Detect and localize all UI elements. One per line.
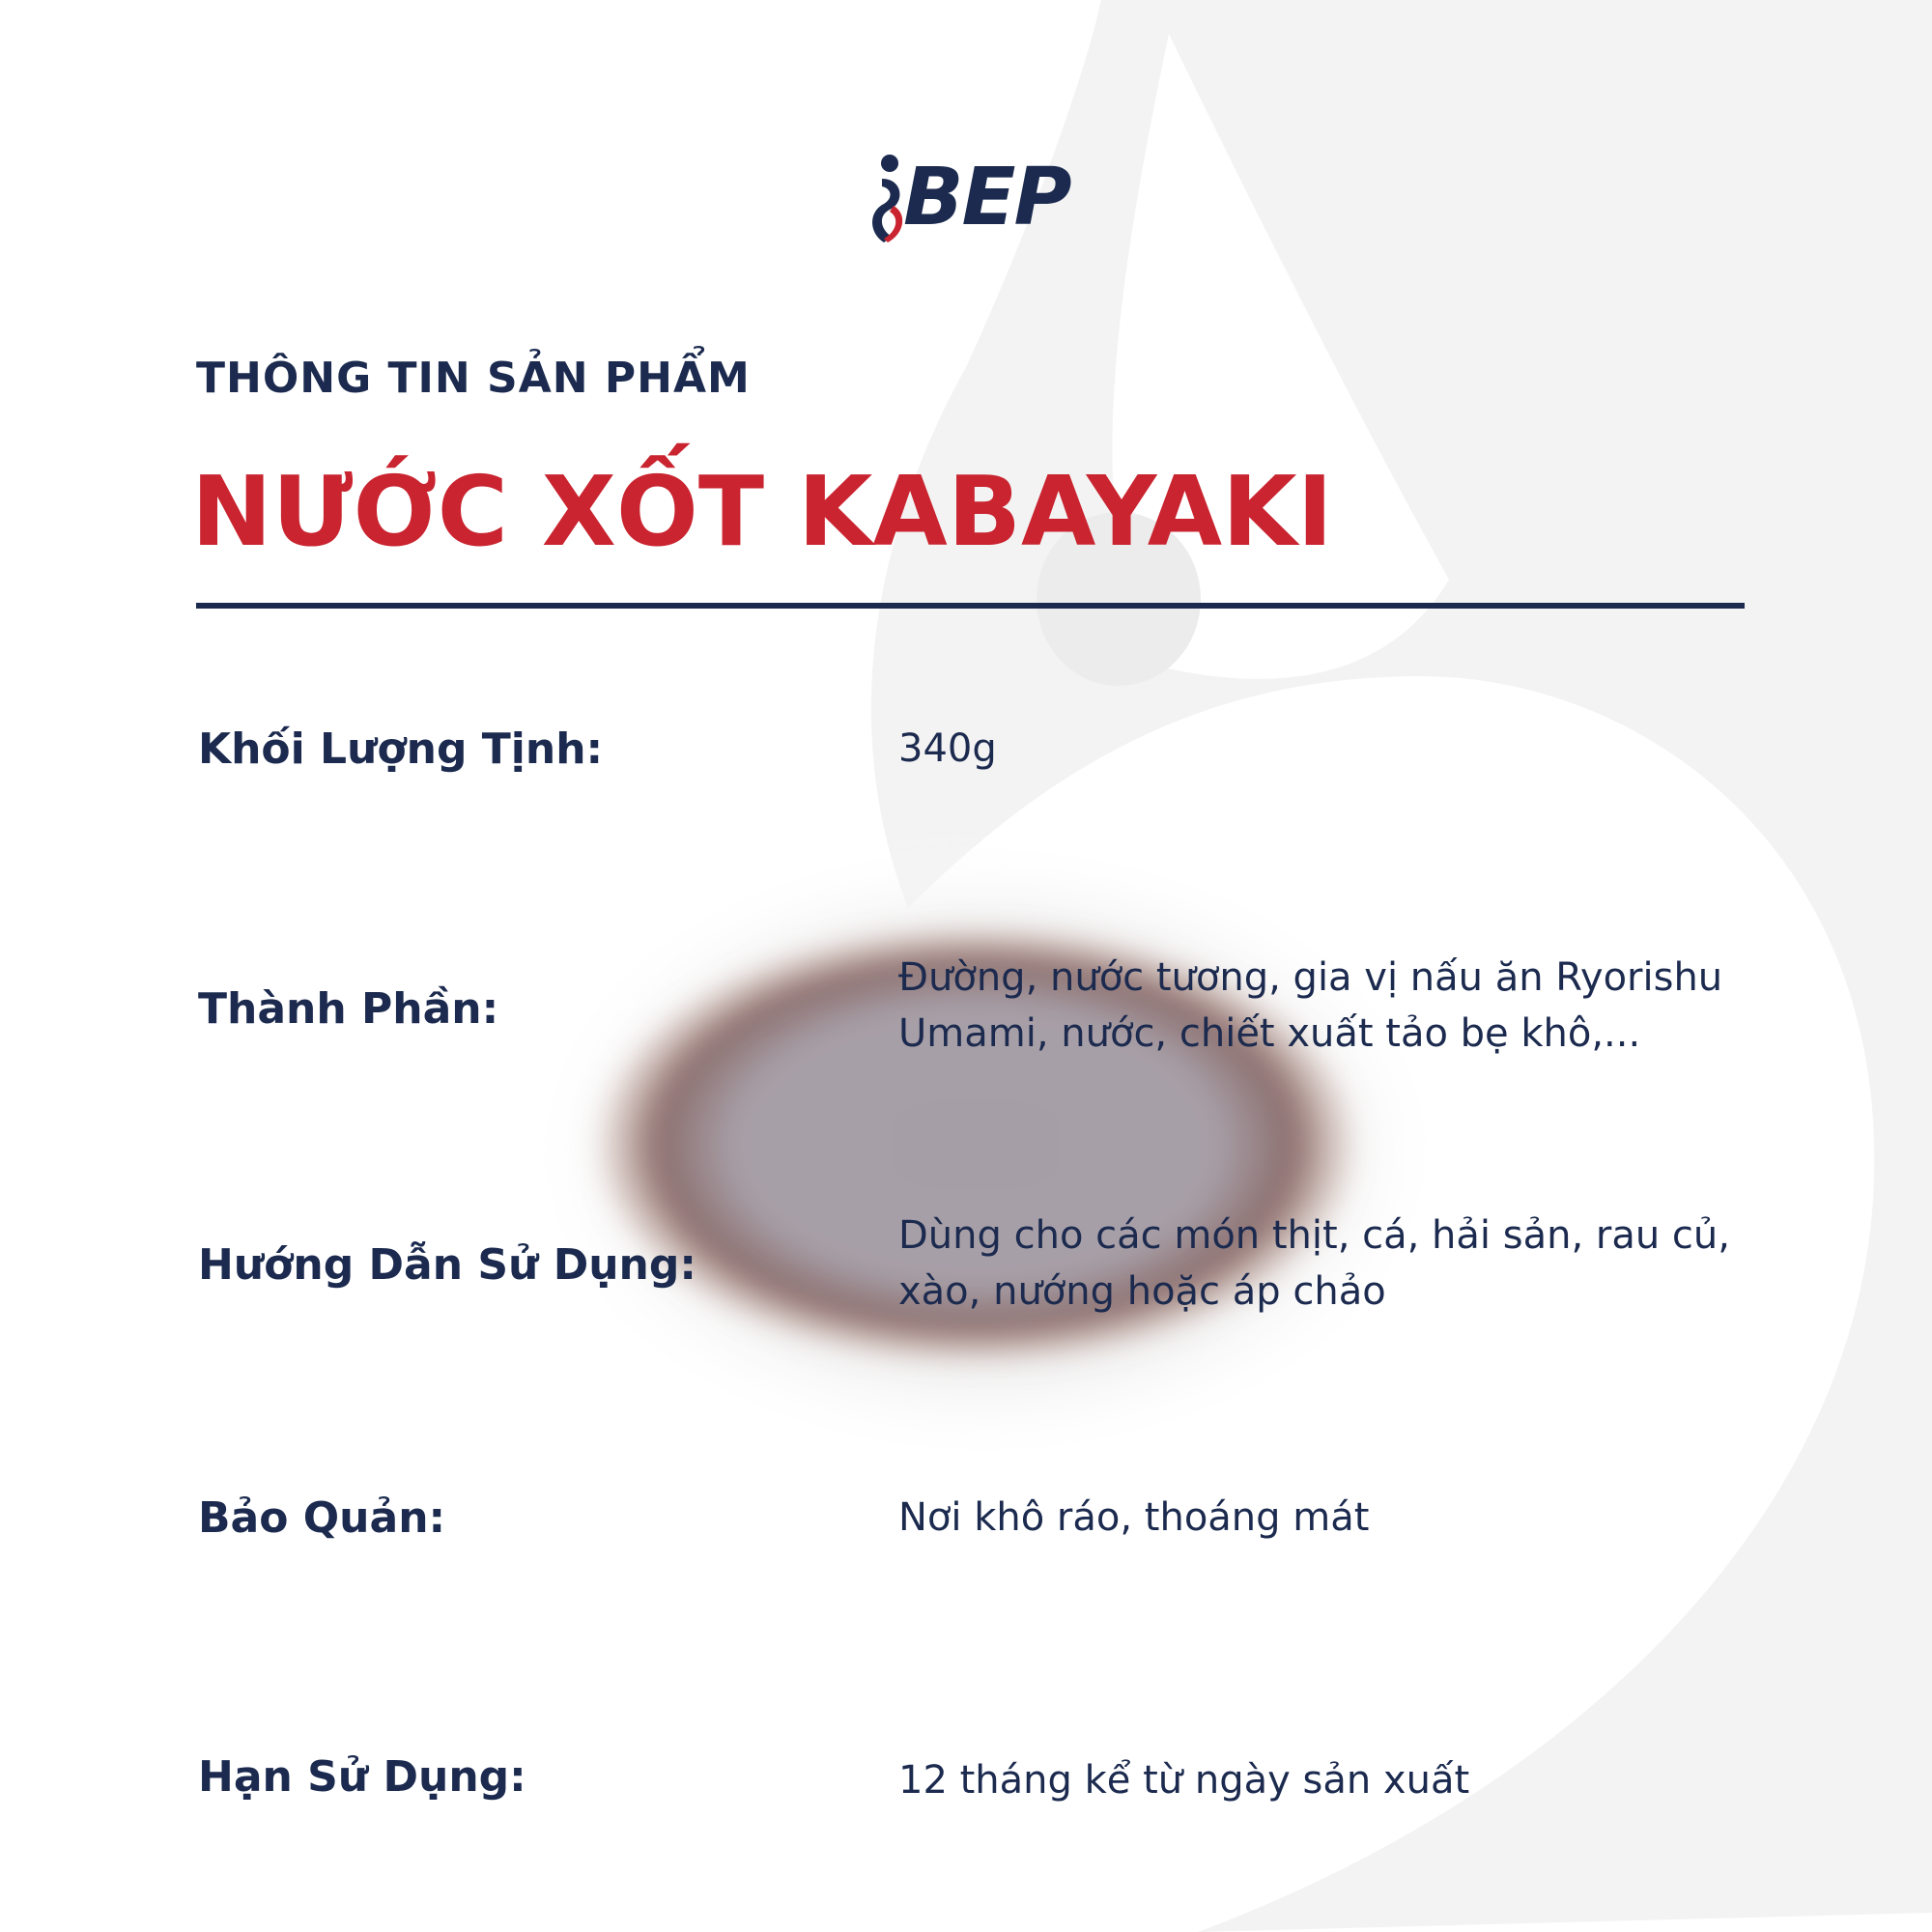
section-subtitle: THÔNG TIN SẢN PHẨM (196, 354, 751, 403)
title-divider (196, 603, 1745, 609)
ingredients-value: Đường, nước tương, gia vị nấu ăn Ryorishu Umami, nước, chiết xuất tảo bẹ khô,... (898, 955, 1723, 1056)
usage-label: Hướng Dẫn Sử Dụng: (198, 1240, 696, 1290)
storage-label: Bảo Quản: (198, 1493, 446, 1543)
product-title: NƯỚC XỐT KABAYAKI (191, 455, 1333, 568)
usage-value: Dùng cho các món thịt, cá, hải sản, rau củ, xào, nướng hoặc áp chảo (898, 1213, 1730, 1314)
ingredients-label: Thành Phần: (198, 984, 499, 1034)
net-weight-value: 340g (898, 726, 997, 771)
storage-value: Nơi khô ráo, thoáng mát (898, 1495, 1370, 1540)
expiry-value: 12 tháng kể từ ngày sản xuất (898, 1758, 1470, 1803)
ibep-logo (865, 150, 1070, 246)
logo-text: BEP (903, 152, 1070, 243)
net-weight-label: Khối Lượng Tịnh: (198, 724, 604, 774)
expiry-label: Hạn Sử Dụng: (198, 1752, 526, 1802)
